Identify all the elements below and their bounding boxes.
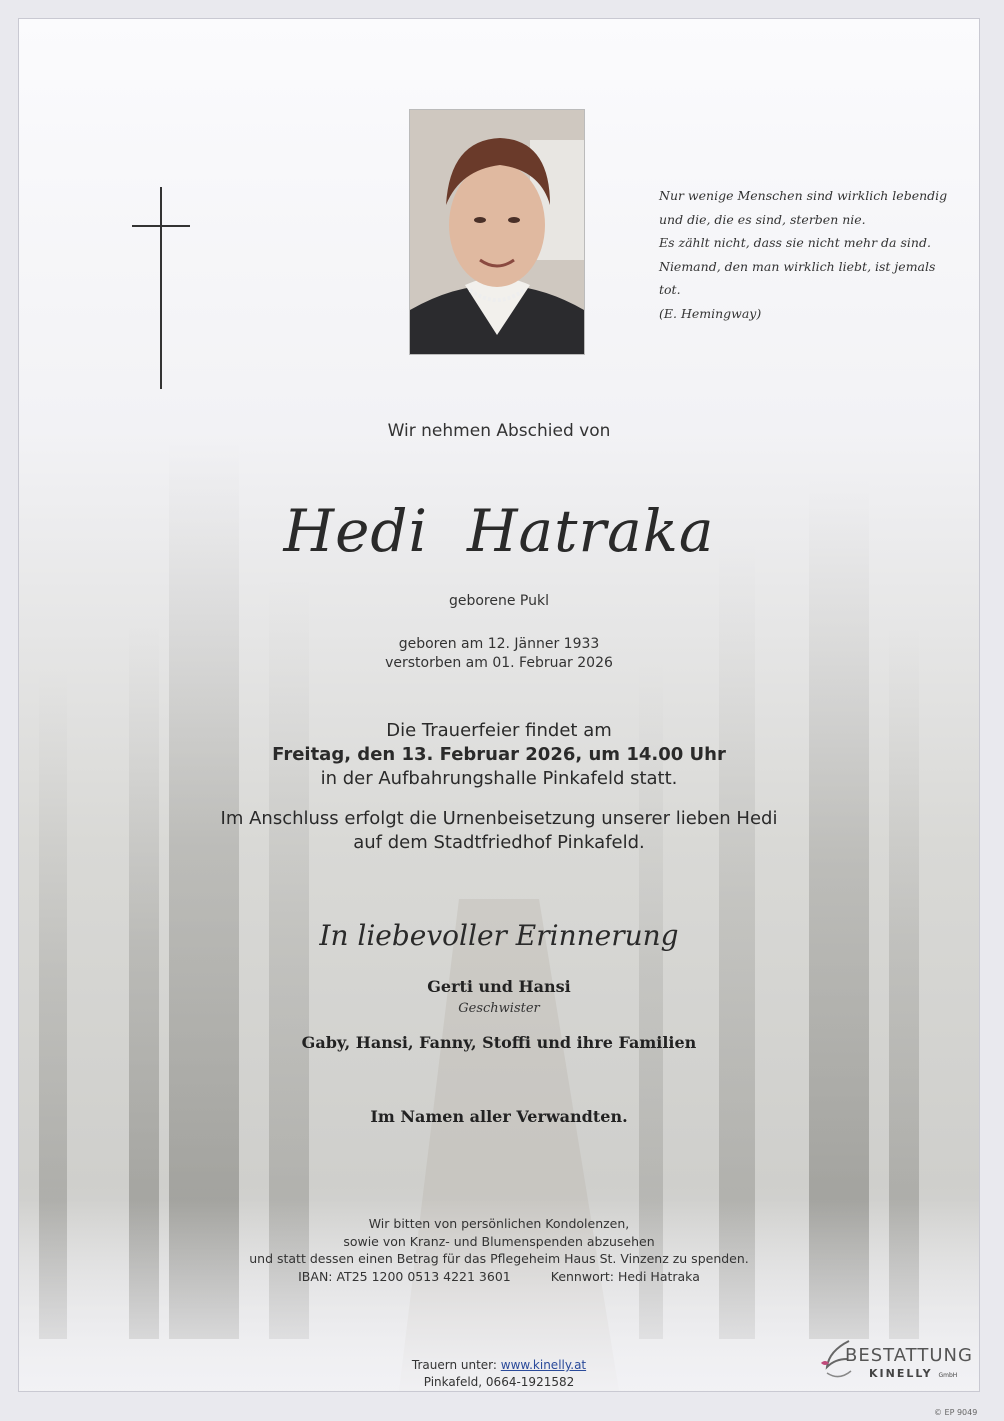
- ceremony-datetime: [19, 743, 979, 767]
- quote-block: [659, 184, 959, 325]
- footer-contact: Pinkafeld, 0664-1921582: [423, 1375, 575, 1389]
- request-line-1: Wir bitten von persönlichen Kondolenzen,: [368, 1216, 630, 1231]
- quote-line: Nur wenige Menschen sind wirklich lebendig: [659, 188, 948, 203]
- keyword: Kennwort: Hedi Hatraka: [550, 1268, 700, 1284]
- quote-line: Es zählt nicht, dass sie nicht mehr da sind.: [659, 235, 931, 250]
- ceremony-line-1: Die Trauerfeier findet am: [386, 720, 612, 741]
- urn-line-2: auf dem Stadtfriedhof Pinkafeld.: [353, 832, 645, 853]
- logo-bottom-text: KINELLY: [869, 1367, 933, 1380]
- portrait-photo: [409, 109, 585, 355]
- family-siblings-relation: Geschwister: [458, 1001, 540, 1016]
- condolence-prefix: Trauern unter:: [411, 1358, 497, 1372]
- iban: IBAN: AT25 1200 0513 4221 3601: [298, 1268, 511, 1284]
- deceased-name: Hedi Hatraka: [283, 497, 715, 565]
- logo-suffix: GmbH: [938, 1372, 958, 1379]
- ceremony-datetime-bold: Freitag, den 13. Februar 2026, um 14.00 Uhr: [272, 744, 726, 765]
- ceremony-location: in der Aufbahrungshalle Pinkafeld statt.: [320, 768, 678, 789]
- death-date: verstorben am 01. Februar 2026: [385, 655, 613, 671]
- cross-icon-bar: [132, 225, 190, 227]
- quote-line: und die, die es sind, sterben nie.: [659, 211, 866, 227]
- dates-block: [19, 635, 979, 673]
- donation-request: [19, 1215, 979, 1285]
- logo-top-text: BESTATTUNG: [845, 1345, 973, 1366]
- family-siblings: Gerti und Hansi: [427, 977, 571, 996]
- quote-author: (E. Hemingway): [659, 305, 762, 321]
- intro-text: Wir nehmen Abschied von: [387, 421, 611, 441]
- urn-line-1: Im Anschluss erfolgt die Urnenbeisetzung unserer lieben Hedi: [220, 808, 778, 829]
- request-line-3: und statt dessen einen Betrag für das Pflegeheim Haus St. Vinzenz zu spenden.: [249, 1251, 749, 1266]
- family-others: Gaby, Hansi, Fanny, Stoffi und ihre Familien: [301, 1033, 697, 1052]
- birth-date: geboren am 12. Jänner 1933: [398, 636, 600, 652]
- birth-name: geborene Pukl: [448, 593, 550, 609]
- request-line-2: sowie von Kranz- und Blumenspenden abzusehen: [343, 1233, 655, 1249]
- bestattung-kinelly-logo: [819, 1337, 973, 1383]
- urn-block: [19, 807, 979, 855]
- ceremony-block: [19, 719, 979, 791]
- copyright: © EP 9049: [934, 1408, 978, 1417]
- kinelly-link[interactable]: www.kinelly.at: [500, 1358, 587, 1372]
- memory-heading: In liebevoller Erinnerung: [319, 919, 679, 952]
- obituary-sheet: [18, 18, 980, 1392]
- family-all: Im Namen aller Verwandten.: [370, 1107, 628, 1126]
- cross-icon: [160, 187, 162, 389]
- logo-bottom: [869, 1367, 957, 1380]
- iban-row: [19, 1268, 979, 1286]
- quote-line: Niemand, den man wirklich liebt, ist jemals tot.: [659, 258, 936, 297]
